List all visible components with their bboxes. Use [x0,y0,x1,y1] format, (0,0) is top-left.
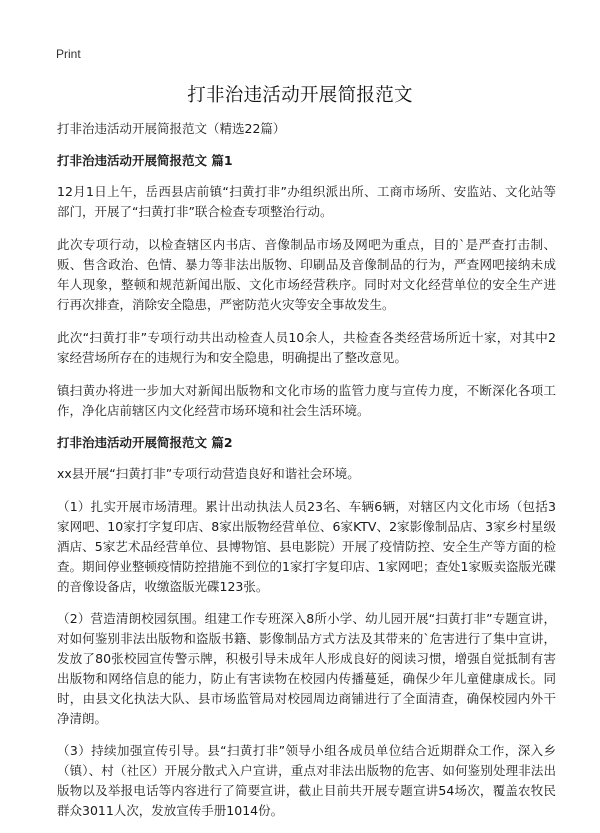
section-2-paragraph-1: xx县开展“扫黄打非”专项行动营造良好和谐社会环境。 [57,466,360,481]
document-body [57,120,556,833]
section-1-paragraph-4: 镇扫黄办将进一步加大对新闻出版物和文化市场的监管力度与宣传力度，不断深化各项工作，净化店前辖区内文化经营市场环境和社会生活环境。 [57,383,556,418]
document-subtitle: 打非治违活动开展简报范文（精选22篇） [57,121,286,136]
document-title: 打非治违活动开展简报范文 [187,85,413,106]
section-1-paragraph-2: 此次专项行动，以检查辖区内书店、音像制品市场及网吧为重点，目的`是严查打击制、贩、售含政治、色情、暴力等非法出版物、印刷品及音像制品的行为，严查网吧接纳未成年人现象，整顿和规范新闻出版、文化市场经营秩序。同时对文化经营单位的安全生产进行再次排查，消除安全隐患，严密防范火灾等安全事故发生。 [57,237,556,312]
section-2-paragraph-4: （3）持续加强宣传引导。县“扫黄打非”领导小组各成员单位结合近期群众工作，深入乡（镇）、村（社区）开展分散式入户宣讲，重点对非法出版物的危害、如何鉴别处理非法出版物以及举报电话等内容进行了简要宣讲，截止目前共开展专题宣讲54场次，覆盖农牧民群众3011人次，发放宣传手册1014份。 [57,743,556,818]
section-heading-2: 打非治违活动开展简报范文 篇2 [57,435,233,450]
print-link[interactable]: Print [56,47,81,61]
section-2-paragraph-3: （2）营造清朗校园氛围。组建工作专班深入8所小学、幼儿园开展“扫黄打非”专题宣讲，对如何鉴别非法出版物和盗版书籍、影像制品方式方法及其带来的`危害进行了集中宣讲，发放了80张校园宣传警示牌，积极引导未成年人形成良好的阅读习惯，增强自觉抵制有害出版物和网络信息的能力，防止有害读物在校园内传播蔓延，确保少年儿童健康成长。同时，由县文化执法大队、县市场监管局对校园周边商铺进行了全面清查，确保校园内外干净清朗。 [57,611,556,726]
section-1-paragraph-1: 12月1日上午，岳西县店前镇“扫黄打非”办组织派出所、工商市场所、安监站、文化站等部门，开展了“扫黄打非”联合检查专项整治行动。 [57,184,556,219]
section-1-paragraph-3: 此次“扫黄打非”专项行动共出动检查人员10余人，共检查各类经营场所近十家，对其中2家经营场所存在的违规行为和安全隐患，明确提出了整改意见。 [57,330,556,365]
section-heading-1: 打非治违活动开展简报范文 篇1 [57,153,233,168]
section-2-paragraph-2: （1）扎实开展市场清理。累计出动执法人员23名、车辆6辆，对辖区内文化市场（包括3家网吧、10家打字复印店、8家出版物经营单位、6家KTV、2家影像制品店、3家乡村星级酒店、5家艺术品经营单位、县博物馆、县电影院）开展了疫情防控、安全生产等方面的检查。期间停业整顿疫情防控措施不到位的1家打字复印店、1家网吧；查处1家贩卖盗版光碟的音像设备店，收缴盗版光碟123张。 [57,499,556,594]
